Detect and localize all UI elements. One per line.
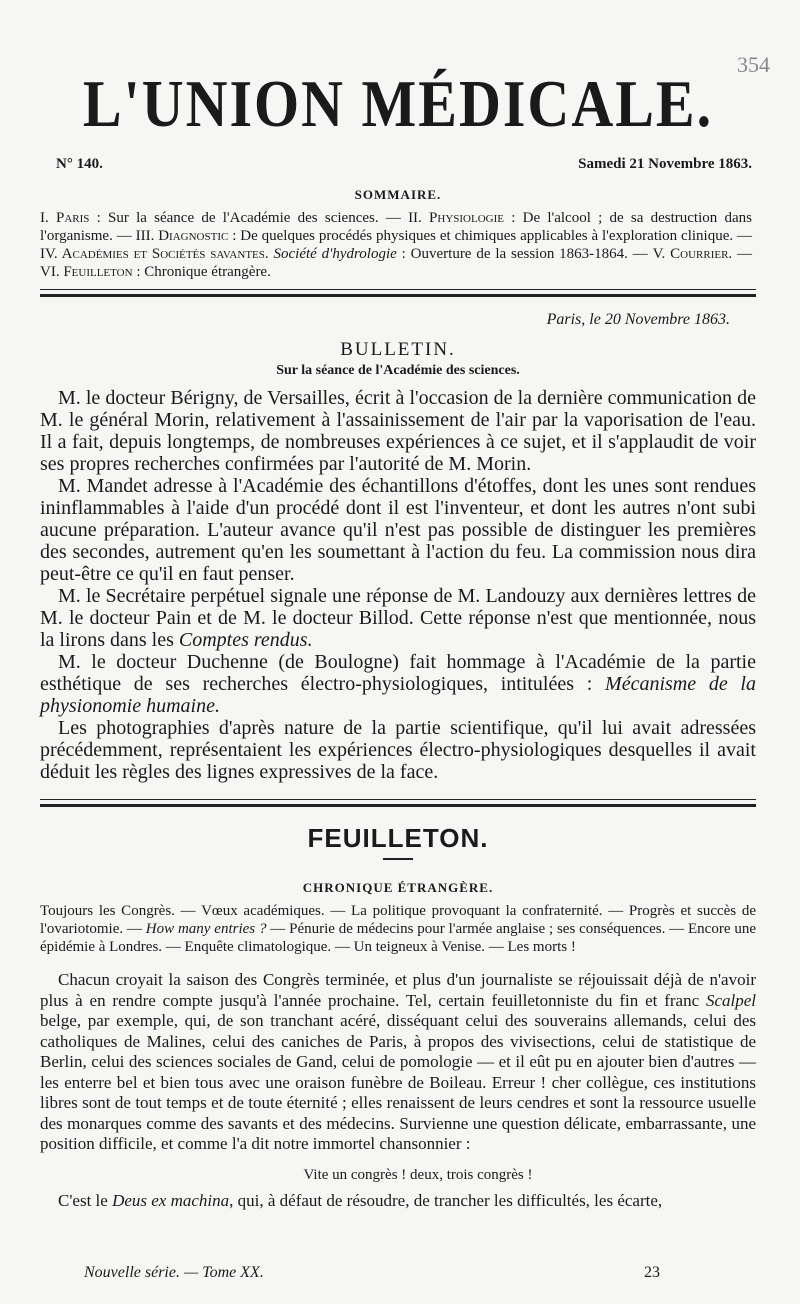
bulletin-title: BULLETIN.	[340, 339, 456, 360]
sommaire-iii-text: : De quelques procédés physiques et chimiques applicables à l'exploration clinique. —	[228, 228, 752, 244]
sommaire-iii-label: III. Diagnostic	[135, 228, 229, 244]
sommaire-ii-label: II. Physiologie	[408, 210, 504, 226]
sommaire-ii-text: : De l'alcool ; de sa destruction dans l'organisme. —	[40, 210, 752, 244]
sommaire-v-text: —	[732, 246, 753, 262]
sommaire-v-label: V. Courrier.	[652, 246, 733, 262]
masthead-title: L'UNION MÉDICALE.	[82, 66, 714, 142]
page-footer	[84, 1264, 660, 1282]
feuilleton-p1-italic: Scalpel	[705, 990, 756, 1010]
bulletin-paragraph-2: M. Mandet adresse à l'Académie des échantillons d'étoffes, dont les unes sont rendues ininflammables à l'aide d'un procédé dont il est l'inventeur, et dont les autres n'ont subi aucune préparation. L'auteur avance qu'il n'est pas possible de distinguer les premières des secondes, autrement qu'en les soumettant à l'action du feu. La commission nous dira peut-être ce qu'il en faut penser.	[40, 475, 756, 585]
feuilleton-body	[40, 970, 756, 1212]
chronique-title: CHRONIQUE ÉTRANGÈRE.	[302, 880, 494, 895]
bulletin-paragraph-4-text: M. le docteur Duchenne (de Boulogne) fait hommage à l'Académie de la partie esthétique de ses recherches électro-physiologiques, intitulées :	[40, 651, 756, 695]
sommaire-i-label: I. Paris	[40, 210, 90, 226]
verse-line: Vite un congrès ! deux, trois congrès !	[303, 1166, 533, 1183]
sommaire-iv-text: : Ouverture de la session 1863-1864. —	[396, 246, 653, 262]
issue-date: Samedi 21 Novembre 1863.	[578, 156, 752, 172]
sommaire-vi-label: VI. Feuilleton	[40, 264, 133, 280]
section-divider	[40, 289, 756, 297]
feuilleton-divider	[40, 799, 756, 807]
bulletin-paragraph-3-italic: Comptes rendus.	[178, 629, 313, 651]
summary-italic: How many entries ?	[145, 921, 267, 937]
sommaire-iv-label: IV. Académies et Sociétés savantes.	[40, 246, 269, 262]
feuilleton-p2-a: C'est le	[58, 1191, 113, 1210]
footer-page-number: 23	[644, 1264, 660, 1281]
summary-text-b: — Pénurie de médecins pour l'armée anglaise ; ses conséquences. — Encore une épidémie à Londres. — Enquête climatologique. — Un teigneux à Venise. — Les morts !	[40, 921, 756, 955]
sommaire-text	[40, 209, 756, 281]
issue-number: N° 140.	[56, 156, 103, 172]
feuilleton-p1-b: belge, par exemple, qui, de son tranchant acéré, disséquant celui des souverains allemands, celui des catholiques de Malines, celui des caniches de Paris, à propos des vivisections, celui de statistique de Berlin, celui des sciences sociales de Gand, celui de pomologie — et il eût pu en ajouter bien d'autres — les enterre bel et bien tous avec une oraison funèbre de Boileau. Erreur ! cher collègue, ces institutions libres sont de tout temps et de toute éternité ; elles renaissent de leurs cendres et sont la ressource usuelle des monarques comme des savants et des médecins. Survienne une question délicate, embarrassante, une position difficile, et comme l'a dit notre immortel chansonnier :	[40, 1011, 756, 1153]
summary-text-a: Toujours les Congrès. — Vœux académiques. — La politique provoquant la confraternité. — Progrès et succès de l'ovariotomie. —	[40, 903, 756, 937]
issue-line	[40, 150, 756, 173]
footer-series: Nouvelle série. — Tome XX.	[84, 1264, 264, 1281]
feuilleton-p2-b: , qui, à défaut de résoudre, de trancher les difficultés, les écarte,	[229, 1191, 663, 1210]
sommaire-i-text: : Sur la séance de l'Académie des sciences. —	[89, 210, 409, 226]
bulletin-subtitle: Sur la séance de l'Académie des sciences.	[276, 363, 520, 378]
title-underline	[383, 858, 413, 860]
feuilleton-summary	[40, 902, 756, 956]
dateline: Paris, le 20 Novembre 1863.	[546, 311, 730, 328]
bulletin-paragraph-1: M. le docteur Bérigny, de Versailles, écrit à l'occasion de la dernière communication de M. le général Morin, relativement à l'assainissement de l'air par la vaporisation de l'eau. Il a fait, depuis longtemps, de nombreuses expériences à ce sujet, et il s'applaudit de voir ses propres recherches confirmées par l'autorité de M. Morin.	[40, 387, 756, 475]
feuilleton-paragraph-1	[40, 970, 756, 1155]
bulletin-paragraph-4-italic: Mécanisme de la physionomie humaine.	[40, 673, 756, 717]
sommaire-vi-text: : Chronique étrangère.	[132, 264, 271, 280]
feuilleton-p1-a: Chacun croyait la saison des Congrès terminée, et plus d'un journaliste se réjouissait déjà de n'avoir plus à en rendre compte jusqu'à l'année prochaine. Tel, certain feuilletonniste du fin et franc	[40, 970, 756, 1010]
bulletin-paragraph-3-text: M. le Secrétaire perpétuel signale une réponse de M. Landouzy aux dernières lettres de M. le docteur Pain et de M. le docteur Billod. Cette réponse n'est que mentionnée, nous la lirons dans les	[40, 585, 756, 651]
feuilleton-paragraph-2	[40, 1191, 756, 1212]
feuilleton-p2-italic: Deus ex machina	[112, 1191, 230, 1210]
sommaire-title: SOMMAIRE.	[354, 187, 442, 202]
bulletin-paragraph-3	[40, 585, 756, 651]
bulletin-paragraph-4	[40, 651, 756, 717]
bulletin-paragraph-5: Les photographies d'après nature de la partie scientifique, qu'il lui avait adressées précédemment, représentaient les expériences électro-physiologiques desquelles il avait déduit les règles des lignes expressives de la face.	[40, 717, 756, 783]
feuilleton-title: FEUILLETON.	[307, 823, 489, 853]
sommaire-iv-italic: Société d'hydrologie	[268, 246, 397, 262]
page-number-top: 354	[737, 52, 770, 77]
bulletin-body	[40, 387, 756, 783]
